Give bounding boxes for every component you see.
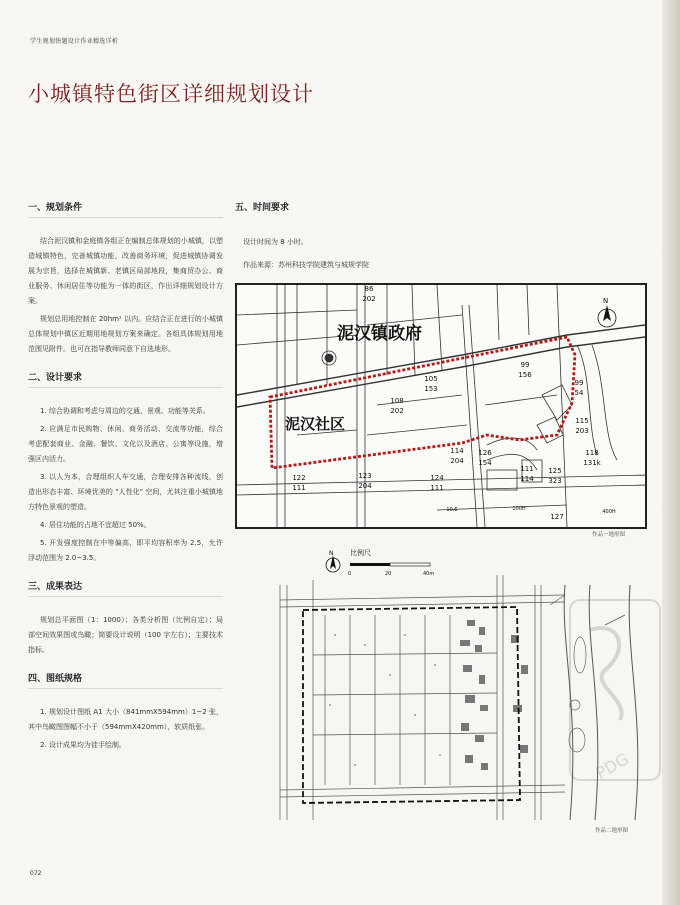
watermark-seal-icon [560,590,670,790]
scale-tick: 20 [385,571,392,577]
parcel-number: 115 [575,417,589,425]
parcel-number: 99 [520,361,530,369]
requirement-item: 4. 居住功能的占地不宜超过 50%。 [40,521,151,529]
page-number: 072 [30,870,42,877]
scale-mark: 100H [512,506,526,512]
north-label: N [603,297,609,305]
conditions-paragraph-2: 规划总用地控制在 20hm² 以内。应结合正在进行的小城镇总体规划中镇区近期用地规划方案来确定。各组具体规划用地范围见附件。也可在指导教师同意下自选地形。 [28,315,223,353]
parcel-number: 202 [362,295,376,303]
parcel-number: 323 [548,477,562,485]
parcel-number: 131k [583,459,601,467]
parcel-number: 127 [550,513,564,521]
parcel-number: 202 [390,407,404,415]
elevation-mark: 10.6 [446,507,458,513]
parcel-number: 123 [358,472,372,480]
section-heading-drawing-specs: 四、图纸规格 [28,671,223,689]
scale-tick: 0 [348,571,352,577]
scale-tick: 40m [423,571,435,577]
scale-mark: 400H [602,509,616,515]
time-paragraph: 设计时间为 8 小时。 [243,238,308,246]
parcel-number: 105 [424,375,438,383]
parcel-number: 126 [478,449,492,457]
north-arrow-icon [598,297,616,327]
left-column [28,200,223,756]
drawing-spec-item: 1. 规划设计图纸 A1 大小（841mmX594mm）1~2 张，其中鸟瞰图图幅不小于（594mmX420mm），软质纸张。 [28,708,223,731]
requirement-item: 2. 应满足市民购物、休闲、商务活动、交流等功能，综合考虑配套商业、金融、餐饮、文化以及酒店、公寓等设施，增强区内活力。 [28,425,223,463]
requirement-item: 1. 综合协调和考虑与周边的交通、景观、功能等关系。 [40,407,210,415]
section-heading-deliverables: 三、成果表达 [28,579,223,597]
parcel-number: 125 [548,467,562,475]
series-header: 学生规划快题设计作业精选详析 [30,38,119,45]
north-arrow-icon [330,555,336,569]
requirement-item: 3. 以人为本，合理组织人车交通，合理安排各种流线，创造出形态丰富、环境优美的 "人性化" 空间，尤其注重小城镇地方特色景观的塑造。 [28,473,223,511]
parcel-number: 204 [358,482,372,490]
parcel-number: 111 [292,484,306,492]
parcel-number: 114 [450,447,464,455]
watermark [560,590,670,790]
drawing-spec-item: 2. 设计成果均为徒手绘制。 [40,741,126,749]
parcel-number: 154 [478,459,492,467]
deliverables-paragraph: 规划总平面图（1：1000）；各类分析图（比例自定）；局部空间效果图或鸟瞰；简要设计说明（100 字左右）；主要技术指标。 [28,616,223,654]
parcel-number: 111 [430,484,444,492]
work-source: 作品来源：苏州科技学院建筑与城规学院 [243,261,369,269]
watermark-text: PDG [592,749,632,783]
map-1-caption: 作品一地形图 [592,532,626,538]
parcel-number: 122 [292,474,306,482]
parcel-number: 99 [574,379,584,387]
parcel-number: 153 [424,385,438,393]
parcel-number: 108 [390,397,404,405]
page-title: 小城镇特色街区详细规划设计 [28,82,314,106]
government-label: 泥汉镇政府 [337,324,422,344]
parcel-number: 124 [430,474,444,482]
site-map-1 [235,283,647,529]
parcel-number: 203 [575,427,589,435]
section-heading-requirements: 二、设计要求 [28,370,223,388]
parcel-number: 156 [518,371,532,379]
community-label: 泥汉社区 [285,415,346,433]
parcel-number: 118 [585,449,599,457]
parcel-number: 54 [574,389,584,397]
conditions-paragraph-1: 结合泥汉镇和金庭镇各组正在编制总体规划的小城镇，以塑造城镇特色，完善城镇功能，改善商务环境，促进城镇协调发展为宗旨，选择在城镇新、老镇区局部地段，集商贸办公、商业服务、休闲居住等功能为一体的街区，作出详细规划设计方案。 [28,237,223,305]
parcel-number: 86 [364,285,374,293]
north-label: N [329,550,334,557]
parcel-number: 114 [520,475,534,483]
requirement-item: 5. 开发强度控制在中等偏高，即平均容积率为 2.5，允许浮动范围为 2.0~3.5。 [28,539,223,562]
parcel-number: 111 [520,465,534,473]
map-2-caption: 作品二地形图 [595,828,629,834]
section-heading-time: 五、时间要求 [235,203,290,213]
site-map-1-drawing [237,285,645,527]
section-heading-conditions: 一、规划条件 [28,200,223,218]
parcel-number: 204 [450,457,464,465]
right-column [235,200,655,276]
scale-bar [326,548,434,577]
scale-label: 比例尺 [350,549,371,557]
